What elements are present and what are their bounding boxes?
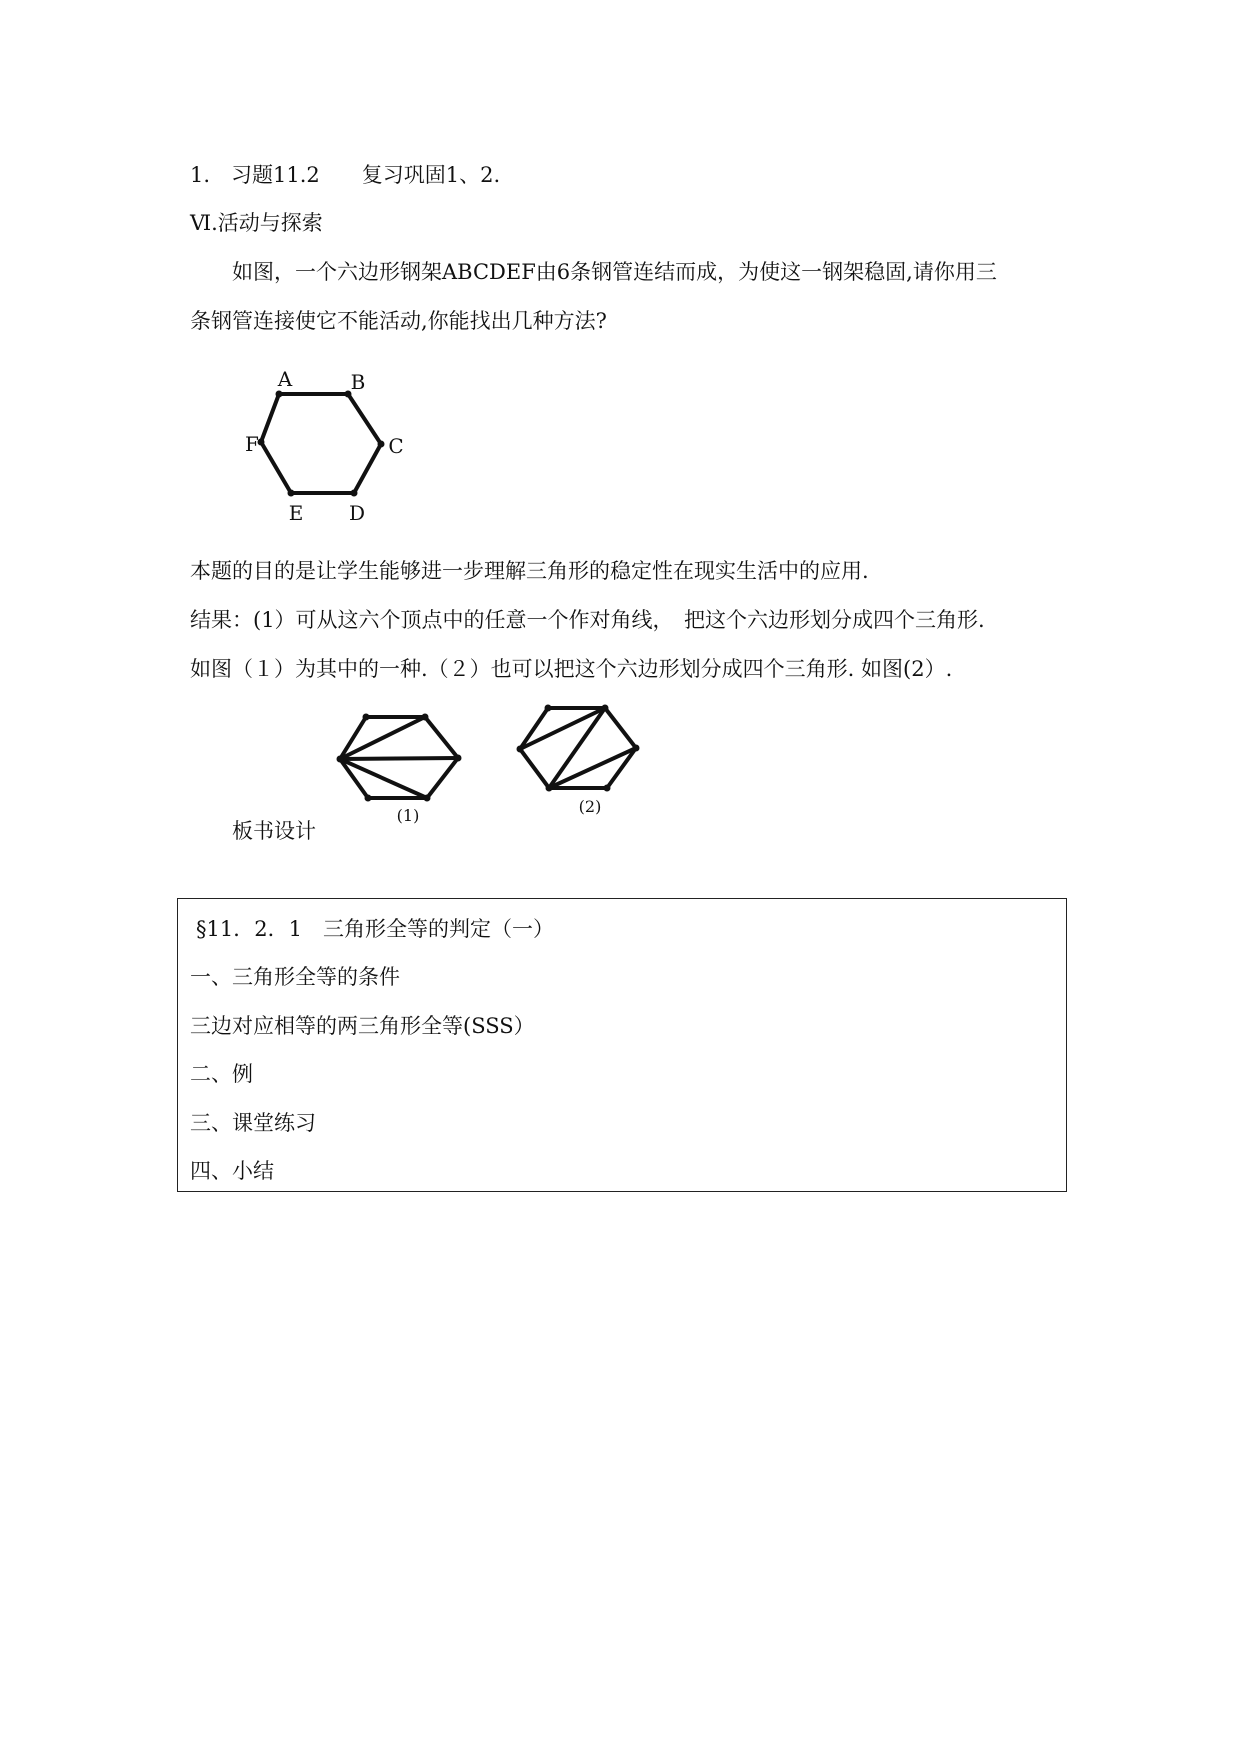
board-item: 二、例	[190, 1062, 253, 1086]
result-text-1: 结果：(1）可从这六个顶点中的任意一个作对角线， 把这个六边形划分成四个三角形.	[190, 608, 985, 632]
vertex-label-c: C	[388, 434, 404, 458]
hexagon-shape	[261, 394, 381, 493]
purpose-text: 本题的目的是让学生能够进一步理解三角形的稳定性在现实生活中的应用.	[190, 559, 869, 583]
hexagon-division-2	[520, 708, 636, 788]
figure-caption-2: (2)	[578, 797, 602, 816]
hexagon-vertices	[258, 391, 385, 497]
vertex-label-f: F	[245, 432, 259, 456]
board-title: §11．2．1 三角形全等的判定（一）	[196, 917, 554, 941]
hexagon-figure	[240, 362, 420, 528]
result-text-2: 如图（１）为其中的一种.（２）也可以把这个六边形划分成四个三角形. 如图(2）.	[190, 657, 953, 681]
vertex-label-e: E	[288, 501, 304, 525]
exercise-line: 1. 习题11.2 复习巩固1、2.	[190, 163, 501, 187]
problem-text-2: 条钢管连接使它不能活动,你能找出几种方法?	[190, 309, 607, 333]
hexagon-division-1	[340, 717, 458, 798]
figure-caption-1: (1)	[396, 806, 420, 825]
vertex-label-d: D	[348, 501, 366, 525]
board-item: 三边对应相等的两三角形全等(SSS）	[190, 1014, 535, 1038]
board-item: 一、三角形全等的条件	[190, 965, 400, 989]
vertex-label-a: A	[277, 367, 293, 391]
vertex-label-b: B	[350, 370, 366, 394]
board-item: 三、课堂练习	[190, 1111, 316, 1135]
section-heading: Ⅵ.活动与探索	[190, 211, 323, 235]
board-item: 四、小结	[190, 1159, 274, 1183]
board-design-label: 板书设计	[232, 819, 316, 843]
problem-text-1: 如图，一个六边形钢架ABCDEF由6条钢管连结而成，为使这一钢架稳固,请你用三	[232, 260, 997, 284]
divided-hexagons-figure	[320, 700, 660, 830]
board-design-box	[177, 898, 1067, 1192]
